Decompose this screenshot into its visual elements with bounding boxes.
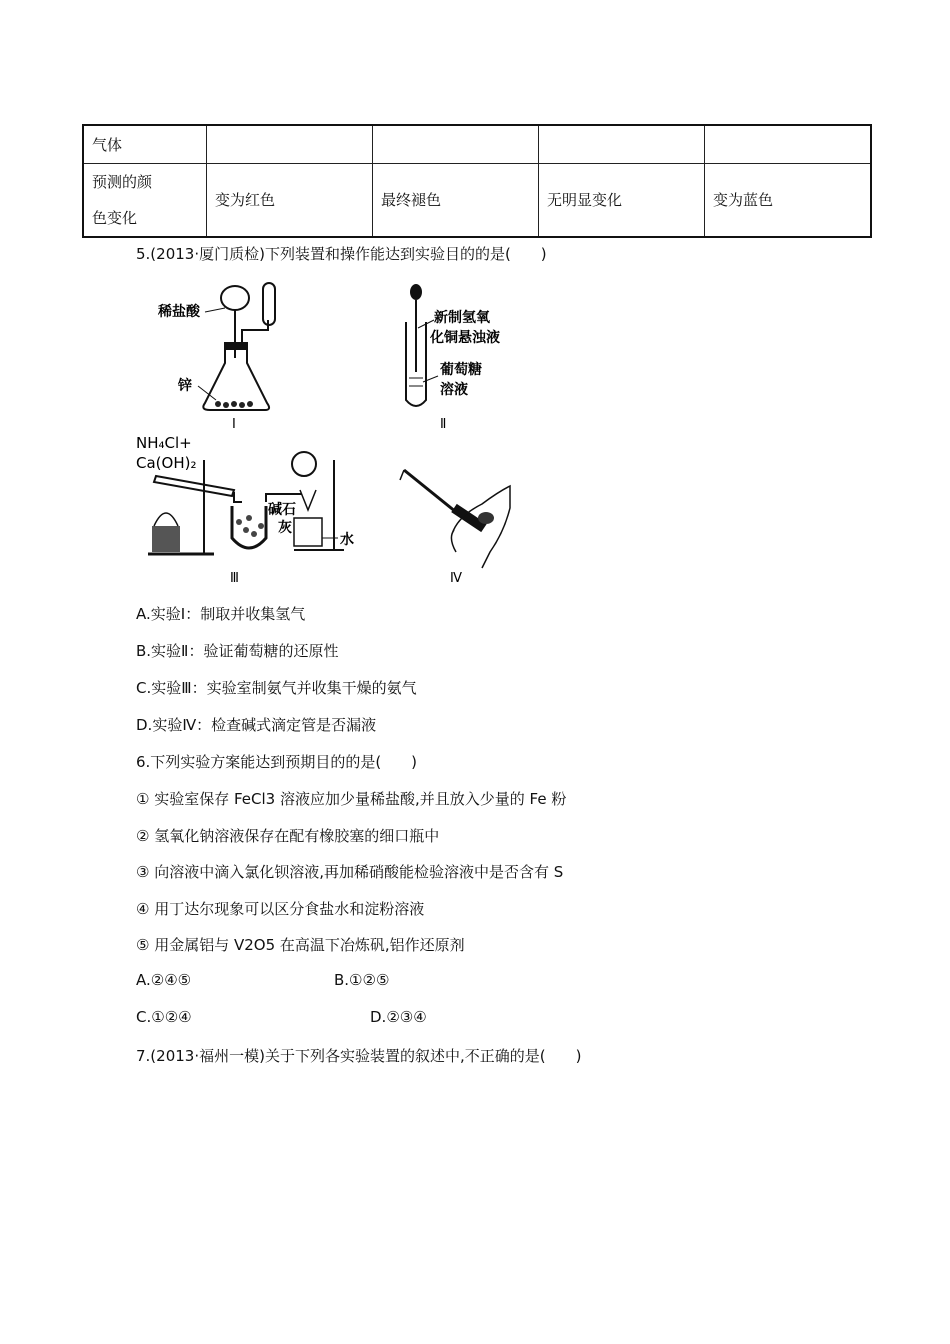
reagent-line-1: 新制氢氧 — [434, 310, 490, 326]
funnel-bulb — [221, 286, 249, 310]
figure-label-1: Ⅰ — [232, 417, 236, 432]
heated-test-tube — [154, 476, 234, 496]
q6-item-1: ① 实验室保存 FeCl3 溶液应加少量稀盐酸,并且放入少量的 Fe 粉 — [136, 790, 567, 808]
question-5-stem: 5.(2013·厦门质检)下列装置和操作能达到实验目的的是( ) — [136, 245, 547, 263]
q6-item-4: ④ 用丁达尔现象可以区分食盐水和淀粉溶液 — [136, 900, 425, 918]
cell-line: 色变化 — [92, 208, 138, 227]
apparatus-figure-3 — [134, 430, 370, 586]
figure-label-2: Ⅱ — [440, 417, 447, 432]
solution-line-2: 溶液 — [440, 382, 468, 398]
table-cell — [539, 125, 705, 163]
q5-option-a: A.实验Ⅰ：制取并收集氢气 — [136, 605, 306, 623]
figure-label-3: Ⅲ — [230, 571, 239, 586]
table-cell: 最终褪色 — [373, 163, 539, 237]
flask — [292, 452, 316, 476]
table-cell: 变为蓝色 — [705, 163, 872, 237]
table-cell — [705, 125, 872, 163]
connecting-tube — [234, 492, 242, 502]
apparatus-figure-4 — [398, 456, 528, 586]
alcohol-lamp — [154, 513, 178, 526]
water-beaker — [294, 518, 322, 546]
table-cell: 气体 — [83, 125, 207, 163]
question-6-stem: 6.下列实验方案能达到预期目的的是( ) — [136, 753, 418, 771]
table-cell — [83, 163, 207, 237]
q6-item-2: ② 氢氧化钠溶液保存在配有橡胶塞的细口瓶中 — [136, 827, 440, 845]
burette-tip — [404, 470, 456, 512]
table-row — [83, 163, 871, 237]
drying-line-2: 灰 — [278, 520, 292, 536]
reagent-line-2: Ca(OH)₂ — [136, 454, 197, 472]
zinc-label: 锌 — [178, 378, 192, 394]
dropper-bulb — [410, 284, 422, 300]
q5-option-b: B.实验Ⅱ：验证葡萄糖的还原性 — [136, 642, 339, 660]
acid-label: 稀盐酸 — [158, 304, 200, 320]
collection-tube — [263, 283, 275, 325]
drying-line-1: 碱石 — [268, 502, 296, 518]
q6-option-c: C.①②④ — [136, 1008, 192, 1026]
q5-option-c: C.实验Ⅲ：实验室制氨气并收集干燥的氨气 — [136, 679, 417, 697]
reagent-label — [434, 309, 491, 326]
water-label: 水 — [340, 532, 354, 548]
apparatus-figure-1 — [150, 278, 330, 438]
q6-item-5: ⑤ 用金属铝与 V2O5 在高温下冶炼矾,铝作还原剂 — [136, 936, 465, 954]
q5-option-d: D.实验Ⅳ：检查碱式滴定管是否漏液 — [136, 716, 377, 734]
q6-option-b: B.①②⑤ — [334, 971, 390, 989]
table-cell: 变为红色 — [207, 163, 373, 237]
reagent-line-1: NH₄Cl+ — [136, 434, 192, 452]
q6-option-d: D.②③④ — [370, 1008, 427, 1026]
heating-block — [152, 526, 180, 552]
q6-item-3: ③ 向溶液中滴入氯化钡溶液,再加稀硝酸能检验溶液中是否含有 S — [136, 863, 564, 881]
table-row — [83, 125, 871, 163]
conical-flask — [203, 348, 269, 410]
stopper — [224, 342, 248, 350]
glass-bead — [478, 512, 494, 524]
table-cell — [373, 125, 539, 163]
q6-option-a: A.②④⑤ — [136, 971, 192, 989]
question-7-stem: 7.(2013·福州一模)关于下列各实验装置的叙述中,不正确的是( ) — [136, 1047, 582, 1065]
solution-line-1: 葡萄糖 — [440, 362, 482, 378]
apparatus-figure-2 — [396, 282, 536, 438]
reagent-line-2: 化铜悬浊液 — [430, 330, 500, 346]
cell-line: 预测的颜 — [92, 172, 153, 191]
table-cell: 无明显变化 — [539, 163, 705, 237]
figure-label-4: Ⅳ — [450, 571, 462, 586]
gas-color-table — [82, 124, 872, 238]
table-cell — [207, 125, 373, 163]
